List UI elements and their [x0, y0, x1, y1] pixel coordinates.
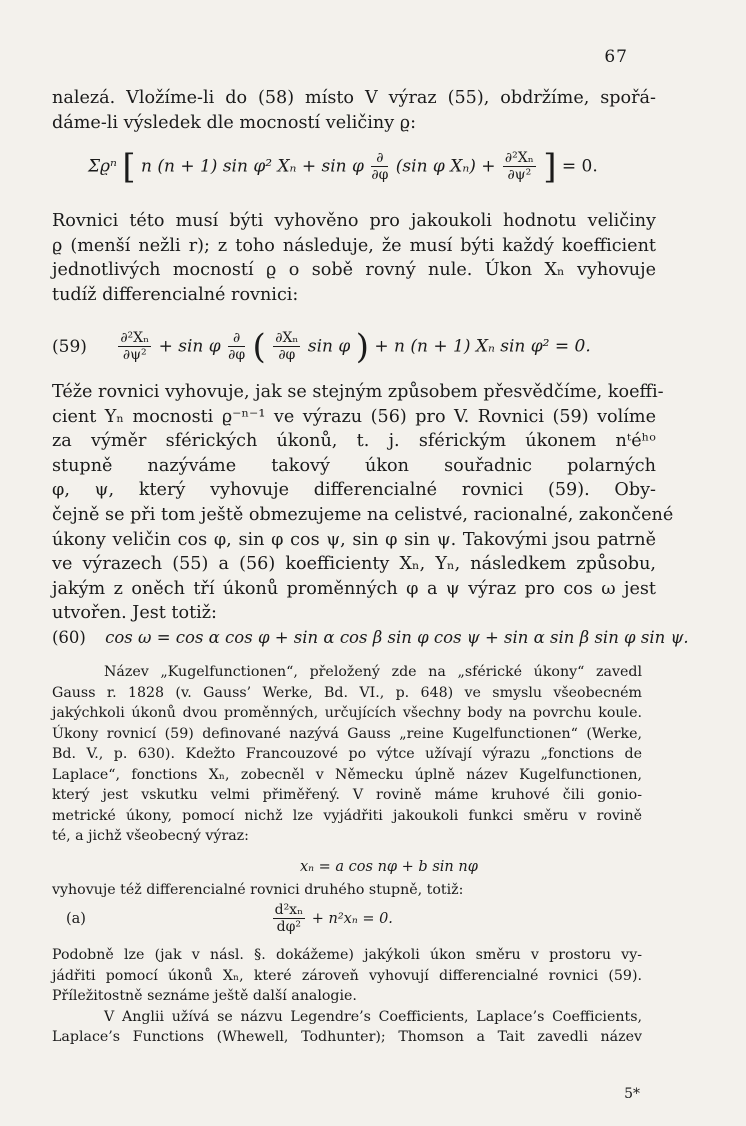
eq-term: (sin φ Xₙ) +	[395, 156, 496, 177]
text-line: Podobně lze (jak v násl. §. dokážeme) jakýkoli úkon směru v prostoru vy-	[52, 947, 642, 963]
text-line: který jest vskutku velmi přiměřený. V rovině máme kruhové čili gonio-	[52, 787, 642, 803]
open-paren: (	[252, 327, 266, 367]
eq-rhs: = 0.	[561, 156, 598, 177]
equation-series	[88, 147, 598, 187]
fraction-numerator: ∂	[371, 150, 388, 167]
equation-number: (a)	[66, 911, 86, 927]
paragraph-definition	[52, 380, 674, 626]
fraction-numerator: d²xₙ	[274, 902, 304, 918]
equation-xn	[300, 857, 478, 878]
fraction-denominator: ∂φ	[278, 347, 296, 363]
text-line: Úkony rovnicí (59) definované nazývá Gauss „reine Kugelfunctionen“ (Werke,	[52, 725, 642, 742]
text-line: metrické úkony, pomocí nichž lze vyjádřiti jakoukoli funkci směru v rovině	[52, 807, 642, 824]
footnote-kugelfunctionen	[52, 662, 642, 847]
equation-59	[52, 327, 591, 367]
fraction-numerator: ∂Xₙ	[275, 330, 299, 346]
fraction-denominator: ∂ψ²	[122, 347, 147, 363]
eq-body: xₙ = a cos nφ + b sin nφ	[300, 859, 478, 875]
text-line: utvořen. Jest totiž:	[52, 603, 217, 624]
equation-60	[52, 628, 689, 647]
equation-number: (60)	[52, 628, 86, 647]
eq-term: sin φ	[307, 336, 351, 357]
text-line: úkony veličin cos φ, sin φ cos ψ, sin φ sin ψ. Takovými jsou patrně	[52, 529, 656, 550]
text-line: jakým z oněch tří úkonů proměnných φ a ψ výraz pro cos ω jest	[52, 578, 656, 599]
text-line: ϱ (menší nežli r); z toho následuje, že musí býti každý koefficient	[52, 235, 656, 256]
fraction	[273, 330, 300, 364]
close-paren: )	[355, 327, 369, 367]
text-line: za výměr sférických úkonů, t. j. sférickým úkonem nᵗéʰᵒ	[52, 431, 656, 452]
text-line: Název „Kugelfunctionen“, přeložený zde na „sférické úkony“ zavedl	[104, 664, 642, 680]
fraction-denominator: ∂ψ²	[507, 167, 532, 183]
fraction-denominator: ∂φ	[228, 347, 246, 363]
text-line: Téže rovnici vyhovuje, jak se stejným způsobem přesvědčíme, koeffi-	[52, 382, 664, 402]
fraction-numerator: ∂²Xₙ	[120, 330, 150, 346]
page-number: 67	[604, 47, 628, 67]
text-line: nalezá. Vložíme-li do (58) místo V výraz (55), obdržíme, spořá-	[52, 88, 656, 108]
text-line: té, a jichž všeobecný výraz:	[52, 828, 249, 844]
signature-mark: 5*	[624, 1086, 640, 1102]
fraction	[371, 150, 388, 184]
footnote-analogie	[52, 945, 642, 1048]
equation-number: (59)	[52, 336, 87, 357]
text-line: ve výrazech (55) a (56) koefficienty Xₙ, Yₙ, následkem způsobu,	[52, 554, 656, 575]
eq-term: + n²xₙ = 0.	[311, 911, 393, 927]
equation-a	[66, 902, 393, 936]
eq-lhs: Σϱⁿ	[88, 156, 117, 177]
paragraph-intro	[52, 86, 656, 135]
fraction	[118, 330, 151, 364]
fraction-denominator: dφ²	[276, 919, 302, 935]
text-line: jakýchkoli úkonů dvou proměnných, určujících všechny body na povrchu koule.	[52, 705, 642, 721]
eq-term: + n (n + 1) Xₙ sin φ² = 0.	[374, 336, 591, 357]
text-line: stupně nazýváme takový úkon souřadnic polarných	[52, 455, 656, 476]
fraction-numerator: ∂	[228, 330, 245, 347]
text-line: Laplace“, fonctions Xₙ, zobecněl v Německu úplně název Kugelfunctionen,	[52, 766, 642, 783]
paragraph-condition	[52, 209, 656, 307]
fraction	[228, 330, 245, 364]
text-line: jádřiti pomocí úkonů Xₙ, které zároveň vyhovují differencialné rovnici (59).	[52, 967, 642, 984]
fraction	[503, 150, 536, 184]
text-line: V Anglii užívá se názvu Legendre’s Coefficients, Laplace’s Coefficients,	[104, 1008, 642, 1025]
text-line: Příležitostně seznáme ještě další analogie.	[52, 988, 357, 1004]
fraction-numerator: ∂²Xₙ	[504, 150, 534, 166]
text-line: dáme-li výsledek dle mocností veličiny ϱ:	[52, 112, 416, 133]
close-bracket: ]	[543, 147, 557, 187]
text-line: φ, ψ, který vyhovuje differencialné rovnici (59). Oby-	[52, 480, 656, 501]
text-line: Bd. V., p. 630). Kdežto Francouzové po výtce užívají výrazu „fonctions de	[52, 746, 642, 762]
text-line: vyhovuje též differencialné rovnici druhého stupně, totiž:	[52, 882, 464, 898]
text-line: Rovnici této musí býti vyhověno pro jakoukoli hodnotu veličiny	[52, 211, 656, 231]
open-bracket: [	[122, 147, 136, 187]
eq-body: cos ω = cos α cos φ + sin α cos β sin φ cos ψ + sin α sin β sin φ sin ψ.	[105, 628, 689, 647]
text-line: cient Yₙ mocnosti ϱ⁻ⁿ⁻¹ ve výrazu (56) pro V. Rovnici (59) volíme	[52, 406, 656, 427]
text-line: jednotlivých mocností ϱ o sobě rovný nule. Úkon Xₙ vyhovuje	[52, 260, 656, 281]
text-line: Gauss r. 1828 (v. Gauss’ Werke, Bd. VI., p. 648) ve smyslu všeobecném	[52, 684, 642, 701]
text-line: čejně se při tom ještě obmezujeme na celistvé, racionalné, zakončené	[52, 504, 674, 525]
fraction	[273, 902, 306, 936]
text-line: Laplace’s Functions (Whewell, Todhunter); Thomson a Tait zavedli název	[52, 1029, 642, 1045]
eq-term: n (n + 1) sin φ² Xₙ + sin φ	[140, 156, 364, 177]
footnote-line	[52, 880, 642, 901]
text-line: tudíž differencialné rovnici:	[52, 284, 299, 305]
eq-term: + sin φ	[158, 336, 221, 357]
fraction-denominator: ∂φ	[371, 167, 389, 183]
